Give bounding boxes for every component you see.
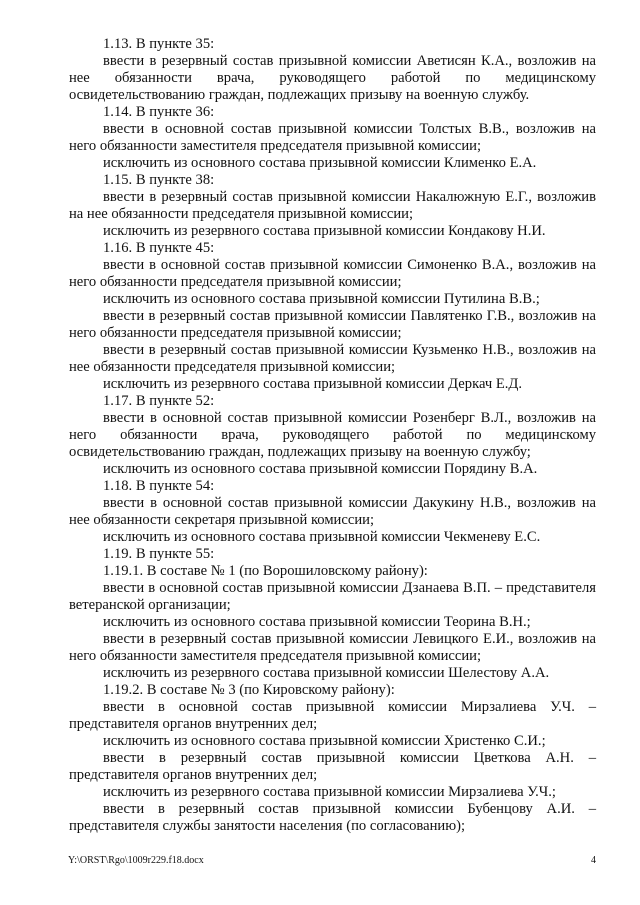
paragraph: 1.15. В пункте 38: — [103, 172, 215, 188]
paragraph: исключить из резервного состава призывной комиссии Деркач Е.Д. — [103, 376, 522, 392]
paragraph: ввести в резервный состав призывной комиссии Накалюжную Е.Г., возложив на нее обязанности председателя призывной комиссии; — [69, 189, 596, 222]
paragraph: ввести в основной состав призывной комиссии Розенберг В.Л., возложив на него обязанности врача, руководящего работой по медицинскому освидетельствованию граждан, подлежащих призыву на военную службу; — [69, 410, 596, 460]
document-body — [69, 36, 596, 835]
paragraph: ввести в основной состав призывной комиссии Толстых В.В., возложив на него обязанности заместителя председателя призывной комиссии; — [69, 121, 596, 154]
paragraph: исключить из резервного состава призывной комиссии Шелестову А.А. — [103, 665, 550, 681]
paragraph: 1.14. В пункте 36: — [103, 104, 215, 120]
paragraph: 1.18. В пункте 54: — [103, 478, 215, 494]
page-footer — [68, 855, 596, 866]
page-number: 4 — [591, 855, 596, 866]
paragraph: ввести в основной состав призывной комиссии Дзанаева В.П. – представителя ветеранской организации; — [69, 580, 596, 613]
paragraph: 1.19.1. В составе № 1 (по Ворошиловскому району): — [103, 563, 428, 579]
paragraph: исключить из основного состава призывной комиссии Путилина В.В.; — [103, 291, 540, 307]
paragraph: исключить из основного состава призывной комиссии Теорина В.Н.; — [103, 614, 531, 630]
paragraph: ввести в основной состав призывной комиссии Дакукину Н.В., возложив на нее обязанности секретаря призывной комиссии; — [69, 495, 596, 528]
paragraph: ввести в основной состав призывной комиссии Симоненко В.А., возложив на него обязанности председателя призывной комиссии; — [69, 257, 596, 290]
paragraph: ввести в резервный состав призывной комиссии Аветисян К.А., возложив на нее обязанности врача, руководящего работой по медицинскому освидетельствованию граждан, подлежащих призыву на военную службу. — [69, 53, 596, 103]
paragraph: ввести в основной состав призывной комиссии Мирзалиева У.Ч. – представителя органов внутренних дел; — [69, 699, 596, 732]
paragraph: исключить из основного состава призывной комиссии Клименко Е.А. — [103, 155, 537, 171]
paragraph: ввести в резервный состав призывной комиссии Бубенцову А.И. – представителя службы занятости населения (по согласованию); — [69, 801, 596, 834]
paragraph: 1.17. В пункте 52: — [103, 393, 215, 409]
paragraph: исключить из основного состава призывной комиссии Чекменеву Е.С. — [103, 529, 541, 545]
paragraph: 1.19. В пункте 55: — [103, 546, 215, 562]
paragraph: ввести в резервный состав призывной комиссии Кузьменко Н.В., возложив на нее обязанности председателя призывной комиссии; — [69, 342, 596, 375]
paragraph: исключить из основного состава призывной комиссии Порядину В.А. — [103, 461, 538, 477]
paragraph: 1.13. В пункте 35: — [103, 36, 215, 52]
paragraph: 1.19.2. В составе № 3 (по Кировскому району): — [103, 682, 395, 698]
paragraph: ввести в резервный состав призывной комиссии Павлятенко Г.В., возложив на него обязанности председателя призывной комиссии; — [69, 308, 596, 341]
file-path: Y:\ORST\Rgo\1009r229.f18.docx — [68, 855, 204, 866]
paragraph: ввести в резервный состав призывной комиссии Цветкова А.Н. – представителя органов внутренних дел; — [69, 750, 596, 783]
paragraph: исключить из резервного состава призывной комиссии Кондакову Н.И. — [103, 223, 546, 239]
paragraph: ввести в резервный состав призывной комиссии Левицкого Е.И., возложив на него обязанности заместителя председателя призывной комиссии; — [69, 631, 596, 664]
paragraph: 1.16. В пункте 45: — [103, 240, 215, 256]
paragraph: исключить из резервного состава призывной комиссии Мирзалиева У.Ч.; — [103, 784, 556, 800]
paragraph: исключить из основного состава призывной комиссии Христенко С.И.; — [103, 733, 546, 749]
